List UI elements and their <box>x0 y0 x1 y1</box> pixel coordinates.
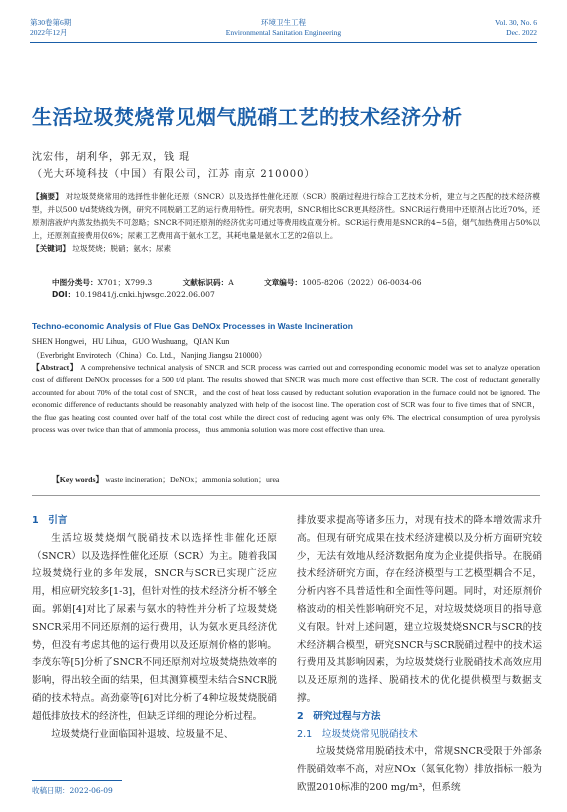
document-code: 文献标识码：A <box>182 278 234 287</box>
article-meta <box>52 277 540 301</box>
header-journal-name <box>0 18 567 38</box>
header-volume-en <box>495 18 537 38</box>
author-list: 沈宏伟，胡利华，郭无双，钱 琨 <box>32 152 191 163</box>
header-journal-zh: 环境卫生工程 <box>261 18 306 27</box>
english-abstract-label: 【Abstract】 <box>32 363 78 372</box>
english-keywords <box>52 474 279 485</box>
header-rule <box>30 42 537 43</box>
abstract-zh <box>32 190 540 255</box>
section-divider <box>32 495 540 496</box>
header-journal-en: Environmental Sanitation Engineering <box>225 28 342 37</box>
body-paragraph: 生活垃圾焚烧烟气脱硝技术以选择性非催化还原（SNCR）以及选择性催化还原（SCR）为主。随着我国垃圾焚烧行业的多年发展，SNCR与SCR已实现广泛应用，相应研究较多[1-3]，但针对性的技术经济分析不够全面。郭娟[4]对比了尿素与氨水的特性并分析了垃圾焚烧SNCR采用不同还原剂的运行费用，认为氨水更具经济优势，但没有考虑其他的运行费用以及还原剂价格的影响。李茂东等[5]分析了SNCR不同还原剂对垃圾焚烧热效率的影响，得出较全面的结果，但其测算模型未结合SNCR脱硝的技术特点。高劲豪等[6]对比分析了4种垃圾焚烧脱硝超低排放技术的经济性，但缺乏详细的理论分析过程。 <box>32 532 277 722</box>
affiliation: （光大环境科技（中国）有限公司，江苏 南京 210000） <box>32 169 316 180</box>
header-date: 2022年12月 <box>30 28 68 37</box>
header-volume: 第30卷第6期 <box>30 18 72 27</box>
english-abstract-text: A comprehensive technical analysis of SNCR and SCR process was carried out and corresponding economic model was set to analyze operation cost of different DeNOx processes for a 500 t/d plant. The results showed that SNCR was much more cost effective than SCR. The cost of reductant generally accounted for about 70% of the total cost of SNCR，and the cost of heat loss caused by reductant solution evaporation in the furnace could not be ignored. The economic difference of reductants should be reasonably analyzed with help of the isocost line. The operation cost of SCR was four to five times that of SNCR，the flue gas heating cost counted over half of the total cost while the direct cost of reducing agent was only 6%. The electrical consumption of urea pyrolysis process was over twice than that of ammonia process，thus ammonia solution was more cost effective than urea. <box>32 363 541 435</box>
received-date: 收稿日期：2022-06-09 <box>32 786 113 795</box>
body-column-left <box>32 512 277 743</box>
body-paragraph: 排放要求提高等诸多压力，对现有技术的降本增效需求升高。但现有研究成果在技术经济建模以及分析方面研究较少，无法有效地从经济数据角度为企业提供指导。在脱硝技术经济研究方面，存在经济模型与工艺模型耦合不足，分析内容不具普适性和全面性等问题。同时，对还原剂价格波动的相关性影响研究不足，对垃圾焚烧项目的指导意义有限。针对上述问题，建立垃圾焚烧SNCR与SCR的技术经济耦合模型，研究SNCR与SCR脱硝过程中的技术运行费用及其影响因素，为垃圾焚烧行业脱硝技术高效应用以及还原剂的选择、脱硝技术的优化提供模型与数据支撑。 <box>297 515 542 704</box>
article-number: 文章编号：1005-8206（2022）06-0034-06 <box>264 278 422 287</box>
english-keywords-label: 【Key words】 <box>52 475 104 484</box>
section-heading-methods: 2 研究过程与方法 <box>297 710 381 722</box>
doi: DOI：10.19841/j.cnki.hjwsgc.2022.06.007 <box>52 290 215 299</box>
keywords-label: 【关键词】 <box>32 244 70 253</box>
english-authors: SHEN Hongwei，HU Lihua，GUO Wushuang，QIAN Kun <box>32 337 230 346</box>
keywords-text: 垃圾焚烧；脱硝；氨水；尿素 <box>72 244 172 253</box>
footnote-rule <box>32 780 122 781</box>
body-column-right <box>297 512 542 797</box>
english-affiliation: （Everbright Envirotech（China）Co. Ltd.，Nanjing Jiangsu 210000） <box>32 351 267 360</box>
abstract-text: 对垃圾焚烧常用的选择性非催化还原（SNCR）以及选择性催化还原（SCR）脱硝过程进行综合工艺技术分析，建立与之匹配的技术经济模型，并以500 t/d焚烧线为例，研究不同脱硝工艺的运行费用特性。研究表明，SNCR相比SCR更具经济性。SNCR运行费用中还原剂占比近70%，还原剂溶液炉内蒸发热损失不可忽略；SNCR不同还原剂的经济优劣可通过等费用线直观分析。SCR运行费用是SNCR的4~5倍，烟气加热费用占50%以上，还原剂直接费用仅6%；尿素工艺费用高于氨水工艺，其耗电量是氨水工艺的2倍以上。 <box>32 192 540 240</box>
english-abstract <box>32 362 540 436</box>
english-title: Techno-economic Analysis of Flue Gas DeNOx Processes in Waste Incineration <box>32 321 353 331</box>
body-paragraph: 垃圾焚烧常用脱硝技术中，常规SNCR受限于外部条件脱硝效率不高，对应NOx（氮氧化物）排放指标一般为欧盟2010标准的200 mg/m³，但系统 <box>297 746 542 793</box>
english-keywords-text: waste incineration；DeNOx；ammonia solution；urea <box>105 475 280 484</box>
body-paragraph: 垃圾焚烧行业面临国补退坡、垃圾量不足、 <box>51 728 234 740</box>
clc-number: 中图分类号：X701；X799.3 <box>52 278 153 287</box>
abstract-label: 【摘要】 <box>32 192 64 201</box>
paper-title: 生活垃圾焚烧常见烟气脱硝工艺的技术经济分析 <box>32 105 463 129</box>
subsection-heading: 2.1 垃圾焚烧常见脱硝技术 <box>297 728 418 740</box>
header-vol-no: Vol. 30, No. 6 <box>495 18 537 27</box>
header-date-en: Dec. 2022 <box>506 28 537 37</box>
section-heading-intro: 1 引言 <box>32 515 68 526</box>
